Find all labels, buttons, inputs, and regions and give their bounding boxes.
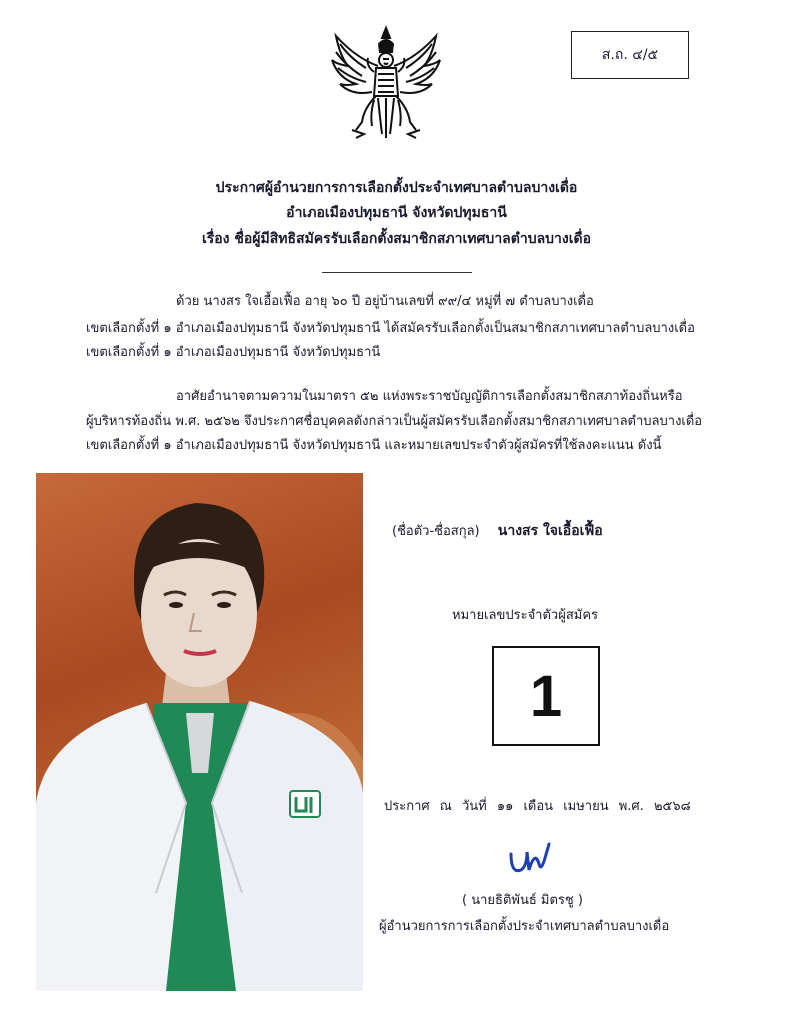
- candidate-name: นางสร ใจเอื้อเฟื้อ: [497, 523, 603, 539]
- announcement-date: ประกาศ ณ วันที่ ๑๑ เดือน เมษายน พ.ศ. ๒๕๖๘: [384, 799, 691, 814]
- form-code: ส.ถ. ๔/๕: [601, 47, 659, 63]
- form-code-box: [571, 31, 689, 79]
- signer-name: ( นายธิติพันธ์ มิตรชู ): [462, 893, 583, 908]
- heading-divider: [322, 272, 472, 273]
- candidate-photo: [36, 473, 363, 991]
- announcement-subject: เรื่อง ชื่อผู้มีสิทธิสมัครรับเลือกตั้งสมาชิกสภาเทศบาลตำบลบางเดื่อ: [201, 231, 592, 247]
- signer-title: ผู้อำนวยการการเลือกตั้งประจำเทศบาลตำบลบางเดื่อ: [379, 919, 670, 934]
- body-line-1: ด้วย นางสร ใจเอื้อเฟื้อ อายุ ๖๐ ปี อยู่บ้านเลขที่ ๙๙/๔ หมู่ที่ ๗ ตำบลบางเดื่อ: [176, 294, 594, 309]
- candidate-name-row: [392, 520, 603, 542]
- candidate-name-label: (ชื่อตัว-ชื่อสกุล): [392, 524, 480, 539]
- candidate-number-caption: หมายเลขประจำตัวผู้สมัคร: [452, 608, 599, 623]
- body-line-3: เขตเลือกตั้งที่ ๑ อำเภอเมืองปทุมธานี จังหวัดปทุมธานี: [86, 345, 381, 360]
- announcement-title: ประกาศผู้อำนวยการการเลือกตั้งประจำเทศบาลตำบลบางเดื่อ: [215, 180, 578, 196]
- body-line-6: เขตเลือกตั้งที่ ๑ อำเภอเมืองปทุมธานี จังหวัดปทุมธานี และหมายเลขประจำตัวผู้สมัครที่ใช้ลงคะแนน ดังนี้: [86, 438, 662, 453]
- body-line-5: ผู้บริหารท้องถิ่น พ.ศ. ๒๕๖๒ จึงประกาศชื่อบุคคลดังกล่าวเป็นผู้สมัครรับเลือกตั้งสมาชิกสภาเทศบาลตำบลบางเดื่อ: [86, 414, 703, 429]
- signature-icon: [505, 840, 565, 880]
- announcement-district: อำเภอเมืองปทุมธานี จังหวัดปทุมธานี: [286, 205, 507, 221]
- garuda-emblem-icon: [326, 22, 446, 144]
- body-line-2: เขตเลือกตั้งที่ ๑ อำเภอเมืองปทุมธานี จังหวัดปทุมธานี ได้สมัครรับเลือกตั้งเป็นสมาชิกสภาเทศบาลตำบลบางเดื่อ: [86, 321, 695, 336]
- candidate-number-box: [492, 646, 600, 746]
- candidate-number: 1: [529, 663, 563, 729]
- body-line-4: อาศัยอำนาจตามความในมาตรา ๕๒ แห่งพระราชบัญญัติการเลือกตั้งสมาชิกสภาท้องถิ่นหรือ: [176, 389, 683, 404]
